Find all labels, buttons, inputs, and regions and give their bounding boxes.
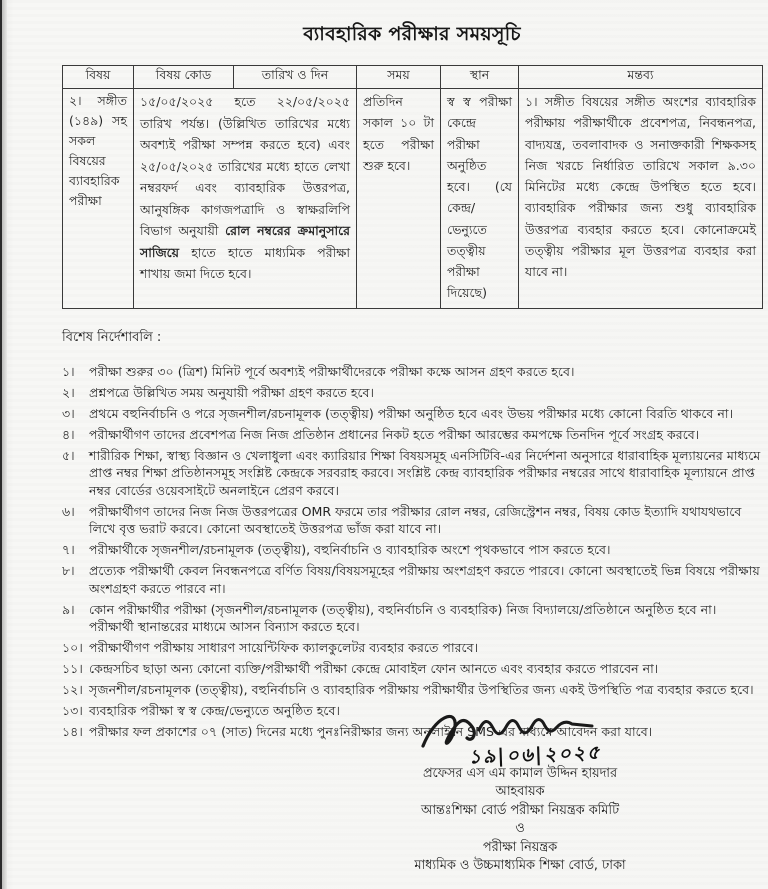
instruction-text: কেন্দ্রসচিব ছাড়া অন্য কোনো ব্যক্তি/পরীক্ষার্থী পরীক্ষা কেন্দ্রে মোবাইল ফোন আনতে এবং ব্যবহার করতে পারবেন না। [89, 661, 659, 676]
instruction-text: পরীক্ষা শুরুর ৩০ (ত্রিশ) মিনিট পূর্বে অবশ্যই পরীক্ষার্থীদেরকে পরীক্ষা কক্ষে আসন গ্রহণ করতে হবে। [89, 363, 575, 379]
page-title: ব্যাবহারিক পরীক্ষার সময়সূচি [303, 23, 521, 45]
instruction-text: প্রত্যেক পরীক্ষার্থী কেবল নিবন্ধনপত্রে বর্ণিত বিষয়/বিষয়সমূহের পরীক্ষায় অংশগ্রহণ করতে পারবে। কোনো অবস্থাতেই ভিন্ন বিষয়ে পরীক্ষায় অংশগ্রহণ করতে পারবে না। [89, 563, 760, 596]
date-text-2: হাতে হাতে মাধ্যমিক পরীক্ষা শাখায় জমা দিতে হবে। [140, 244, 350, 281]
instruction-item-11 [62, 660, 762, 678]
table-row [63, 89, 763, 309]
instruction-item-5 [62, 447, 762, 500]
signatory-role-2: পরীক্ষা নিয়ন্ত্রক [482, 839, 558, 855]
signatory-name: প্রফেসর এস এম কামাল উদ্দিন হায়দার [422, 765, 618, 781]
instruction-item-7 [62, 541, 762, 559]
cell-remarks: ১। সঙ্গীত বিষয়ের সঙ্গীত অংশের ব্যাবহারিক পরীক্ষায় পরীক্ষার্থীকে প্রবেশপত্র, নিবন্ধনপত্র, বাদ্যযন্ত্র, তবলাবাদক ও সনাক্তকারী শিক্ষকসহ নিজ খরচে নির্ধারিত তারিখে সকাল ৯.৩০ মিনিটের মধ্যে কেন্দ্রে উপস্থিত হতে হবে। ব্যাবহারিক পরীক্ষার জন্য শুধু ব্যাবহারিক উত্তরপত্র ব্যবহার করতে হবে। কোনোক্রমেই তত্ত্বীয় পরীক্ষার মূল উত্তরপত্র ব্যবহার করা যাবে না। [519, 89, 763, 309]
header-time: সময় [357, 66, 441, 89]
instructions-heading: বিশেষ নির্দেশাবলি : [62, 329, 162, 345]
instruction-number: ৫। [62, 447, 75, 463]
signatory-org-1: আন্তঃশিক্ষা বোর্ড পরীক্ষা নিয়ন্ত্রক কমিটি [420, 802, 620, 818]
instruction-item-9 [62, 601, 762, 636]
header-date-day: তারিখ ও দিন [234, 66, 357, 89]
header-subject-code: বিষয় কোড [134, 66, 234, 89]
instruction-text: প্রশ্নপত্রে উল্লিখিত সময় অনুযায়ী পরীক্ষা গ্রহণ করতে হবে। [89, 384, 375, 400]
instruction-number: ৭। [62, 542, 75, 557]
instructions-list [62, 363, 762, 741]
instruction-text: পরীক্ষার ফল প্রকাশের ০৭ (সাত) দিনের মধ্যে পুনঃনিরীক্ষার জন্য অনলাইনে SMS-এর মাধ্যমে আবেদন করা যাবে। [89, 724, 653, 739]
instruction-number: ৯। [62, 601, 75, 617]
date-text-bold: রোল নম্বরের ক্রমানুসারে সাজিয়ে [140, 223, 350, 260]
instruction-text: কোন পরীক্ষার্থীর পরীক্ষা (সৃজনশীল/রচনামূলক (তত্ত্বীয়), বহুনির্বাচনি ও ব্যবহারিক) নিজ বিদ্যালয়ে/প্রতিষ্ঠানে অনুষ্ঠিত হবে না। পরীক্ষার্থী স্থানান্তরের মাধ্যমে আসন বিন্যাস করতে হবে। [89, 601, 717, 634]
instruction-text: পরীক্ষার্থীগণ পরীক্ষায় সাধারণ সায়েন্টিফিক ক্যালকুলেটর ব্যবহার করতে পারবে। [89, 640, 479, 655]
instruction-number: ১। [62, 363, 75, 379]
header-remarks: মন্তব্য [519, 66, 763, 89]
instruction-item-3 [62, 405, 762, 423]
instruction-number: ১৩। [62, 703, 83, 718]
cell-time: প্রতিদিন সকাল ১০ টা হতে পরীক্ষা শুরু হবে। [357, 89, 441, 309]
instruction-item-4 [62, 426, 762, 444]
instruction-item-8 [62, 562, 762, 597]
date-text-1: ১৫/০৫/২০২৫ হতে ২২/০৫/২০২৫ তারিখ পর্যন্ত। (উল্লিখিত তারিখের মধ্যে অবশ্যই পরীক্ষা সম্পন্ন করতে হবে) এবং ২৫/০৫/২০২৫ তারিখের মধ্যে হাতে লেখা নম্বরফর্দ এবং ব্যাবহারিক উত্তরপত্র, আনুষঙ্গিক কাগজপত্রাদি ও স্বাক্ষরলিপি বিভাগ অনুযায়ী [140, 94, 350, 238]
instruction-number: ১৪। [62, 724, 83, 739]
instruction-text: পরীক্ষার্থীগণ তাদের নিজ নিজ উত্তরপত্রের OMR ফরমে তার পরীক্ষার রোল নম্বর, রেজিস্ট্রেশন নম্বর, বিষয় কোড ইত্যাদি যথাযথভাবে লিখে বৃত্ত ভরাট করবে। কোনো অবস্থাতেই উত্তরপত্র ভাঁজ করা যাবে না। [89, 503, 742, 536]
instruction-item-2 [62, 384, 762, 402]
instruction-number: ৬। [62, 503, 75, 519]
instruction-text: পরীক্ষার্থীকে সৃজনশীল/রচনামূলক (তত্ত্বীয়), বহুনির্বাচনি ও ব্যাবহারিক অংশে পৃথকভাবে পাস করতে হবে। [89, 542, 611, 557]
instruction-number: ৪। [62, 426, 75, 442]
cell-subject: ২। সঙ্গীত (১৪৯) সহ সকল বিষয়ের ব্যাবহারিক পরীক্ষা [63, 89, 134, 309]
instruction-item-10 [62, 639, 762, 657]
exam-schedule-table [62, 65, 763, 309]
instruction-number: ৩। [62, 405, 75, 421]
header-subject: বিষয় [63, 66, 134, 89]
cell-place: স্ব স্ব পরীক্ষা কেন্দ্রে পরীক্ষা অনুষ্ঠিত হবে। (যে কেন্দ্র/ভেন্যুতে তত্ত্বীয় পরীক্ষা দিয়েছে) [441, 89, 519, 309]
instruction-number: ১০। [62, 640, 83, 655]
cell-date [134, 89, 357, 309]
instruction-text: সৃজনশীল/রচনামূলক (তত্ত্বীয়), বহুনির্বাচনি ও ব্যাবহারিক পরীক্ষায় পরীক্ষার্থীর উপস্থিতির জন্য একই উপস্থিতি পত্র ব্যবহার করতে হবে। [89, 682, 754, 697]
instruction-number: ১২। [62, 682, 83, 697]
instruction-number: ১১। [62, 661, 83, 676]
instruction-text: প্রথমে বহুনির্বাচনি ও পরে সৃজনশীল/রচনামূলক (তত্ত্বীয়) পরীক্ষা অনুষ্ঠিত হবে এবং উভয় পরীক্ষার মধ্যে কোনো বিরতি থাকবে না। [89, 405, 734, 421]
instruction-text: শারীরিক শিক্ষা, স্বাস্থ্য বিজ্ঞান ও খেলাধুলা এবং ক্যারিয়ার শিক্ষা বিষয়সমূহ এনসিটিবি-এর নির্দেশনা অনুসারে ধারাবাহিক মূল্যায়নের মাধ্যমে প্রাপ্ত নম্বর শিক্ষা প্রতিষ্ঠানসমূহ সংশ্লিষ্ট কেন্দ্রকে সরবরাহ করবে। সংশ্লিষ্ট কেন্দ্র ব্যাবহারিক পরীক্ষার নম্বরের সাথে ধারাবাহিক মূল্যায়নে প্রাপ্ত নম্বর বোর্ডের ওয়েবসাইটে অনলাইনে প্রেরণ করবে। [89, 447, 761, 498]
signatory-org-2: মাধ্যমিক ও উচ্চমাধ্যমিক শিক্ষা বোর্ড, ঢাকা [414, 858, 626, 873]
instruction-number: ২। [62, 384, 75, 400]
instruction-item-1 [62, 363, 762, 381]
scan-edge-shadow [2, 0, 7, 889]
header-place: স্থান [441, 66, 519, 89]
instruction-text: পরীক্ষার্থীগণ তাদের প্রবেশপত্র নিজ নিজ প্রতিষ্ঠান প্রধানের নিকট হতে পরীক্ষা আরম্ভের কমপক্ষে তিনদিন পূর্বে সংগ্রহ করবে। [89, 426, 700, 442]
instruction-item-6 [62, 503, 762, 538]
instruction-item-12 [62, 681, 762, 699]
signature-conjunction: ও [515, 821, 525, 836]
document-content [62, 0, 762, 744]
signature-block [355, 702, 685, 876]
handwritten-date: ১৯|০৬|২০২৫ [468, 741, 602, 769]
instruction-text: ব্যবহারিক পরীক্ষা স্ব স্ব কেন্দ্র/ভেন্যুতে অনুষ্ঠিত হবে। [89, 703, 340, 718]
table-header-row [63, 66, 763, 89]
signatory-role-1: আহবায়ক [495, 784, 545, 799]
instruction-number: ৮। [62, 563, 75, 578]
